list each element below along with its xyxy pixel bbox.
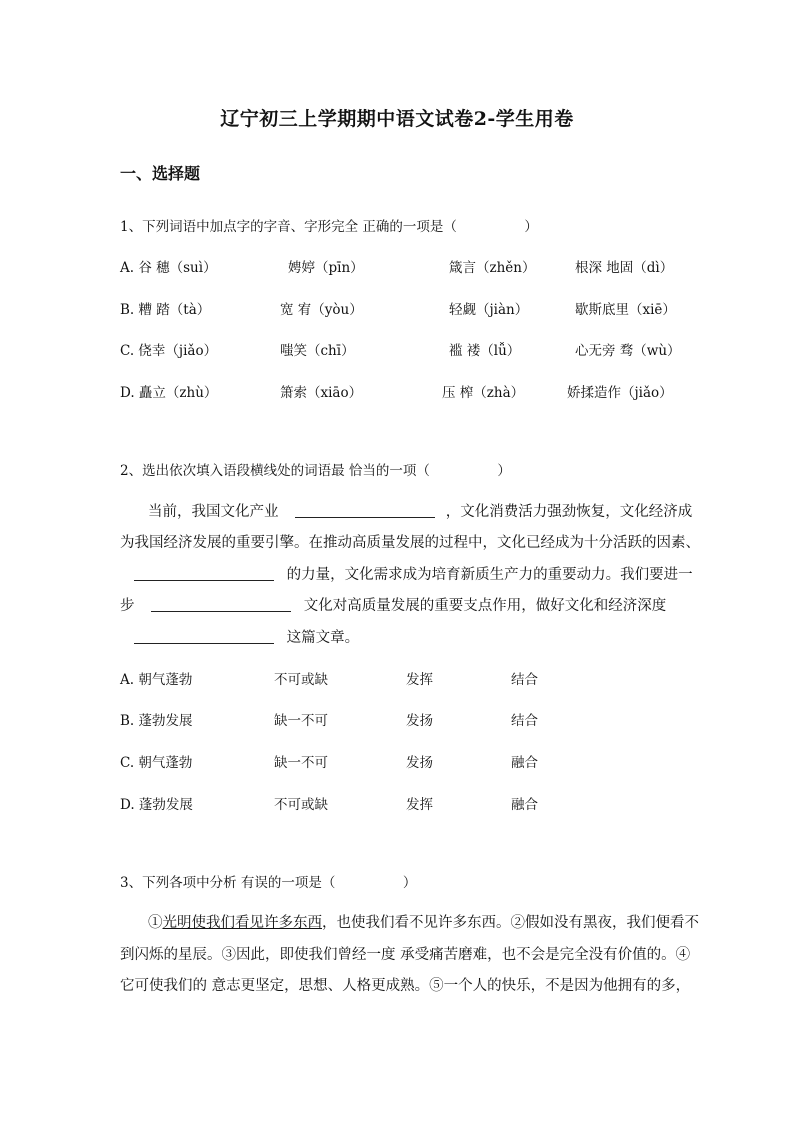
q2-passage-text: 当前，我国文化产业 bbox=[148, 504, 279, 520]
q2-option-a-word3: 发挥 bbox=[406, 672, 433, 688]
question-3-stem: 3、下列各项中分析 有误的一项是（ ） bbox=[120, 875, 417, 891]
q1-option-a-word3: 箴言（zhěn） bbox=[449, 260, 536, 276]
q2-option-a-word2: 不可或缺 bbox=[274, 672, 328, 688]
q2-option-d-word1: D. 蓬勃发展 bbox=[120, 797, 193, 813]
q1-option-a-word2: 娉婷（pīn） bbox=[288, 260, 364, 276]
q2-option-d-word2: 不可或缺 bbox=[274, 797, 328, 813]
q3-passage-text: ① bbox=[148, 915, 163, 931]
q2-option-a-word1: A. 朝气蓬勃 bbox=[120, 672, 193, 688]
q1-option-b-word1: B. 糟 踏（tà） bbox=[120, 302, 211, 318]
q2-passage-line-4 bbox=[120, 594, 666, 615]
page-title: 辽宁初三上学期期中语文试卷2-学生用卷 bbox=[220, 108, 574, 130]
q2-option-c-word2: 缺一不可 bbox=[274, 755, 328, 771]
q2-passage-line-3 bbox=[120, 563, 693, 584]
q2-passage-text: 文化对高质量发展的重要支点作用，做好文化和经济深度 bbox=[303, 598, 667, 614]
q1-option-d-word4: 娇揉造作（jiǎo） bbox=[567, 385, 673, 401]
q1-option-b-word3: 轻觑（jiàn） bbox=[449, 302, 529, 318]
question-2-stem: 2、选出依次填入语段横线处的词语最 恰当的一项（ ） bbox=[120, 463, 511, 479]
q1-option-d-word2: 箫索（xiāo） bbox=[280, 385, 363, 401]
q2-option-d-word3: 发挥 bbox=[406, 797, 433, 813]
q3-underlined-text: 光明使我们看见许多东西 bbox=[162, 915, 322, 931]
q1-option-b-word4: 歇斯底里（xiē） bbox=[575, 302, 676, 318]
fill-blank-4[interactable] bbox=[134, 629, 274, 644]
q3-passage-line-1 bbox=[148, 911, 699, 932]
q2-passage-line-2: 为我国经济发展的重要引擎。在推动高质量发展的过程中，文化已经成为十分活跃的因素、 bbox=[120, 535, 700, 551]
question-1-stem: 1、下列词语中加点字的字音、字形完全 正确的一项是（ ） bbox=[120, 219, 538, 235]
q2-passage-line-5 bbox=[120, 626, 359, 647]
q2-option-d-word4: 融合 bbox=[511, 797, 538, 813]
q3-passage-line-2: 到闪烁的星辰。③因此，即使我们曾经一度 承受痛苦磨难，也不会是完全没有价值的。④ bbox=[120, 947, 691, 963]
section-heading: 一、选择题 bbox=[120, 164, 201, 183]
fill-blank-1[interactable] bbox=[295, 503, 435, 518]
q1-option-b-word2: 宽 宥（yòu） bbox=[280, 302, 363, 318]
q2-option-b-word2: 缺一不可 bbox=[274, 713, 328, 729]
q1-option-d-word3: 压 榨（zhà） bbox=[442, 385, 525, 401]
q1-option-c-word4: 心无旁 骛（wù） bbox=[575, 343, 681, 359]
q2-option-b-word4: 结合 bbox=[511, 713, 538, 729]
q3-passage-line-3: 它可使我们的 意志更坚定，思想、人格更成熟。⑤一个人的快乐，不是因为他拥有的多， bbox=[120, 978, 691, 994]
q2-option-c-word3: 发扬 bbox=[406, 755, 433, 771]
q1-option-c-word3: 褴 褛（lǚ） bbox=[449, 343, 521, 359]
q1-option-c-word1: C. 侥幸（jiǎo） bbox=[120, 343, 218, 359]
q3-passage-text: ，也使我们看不见许多东西。②假如没有黑夜，我们便看不 bbox=[322, 915, 699, 931]
fill-blank-3[interactable] bbox=[151, 597, 291, 612]
q2-passage-text: 这篇文章。 bbox=[286, 630, 360, 646]
q2-option-b-word1: B. 蓬勃发展 bbox=[120, 713, 193, 729]
fill-blank-2[interactable] bbox=[134, 566, 274, 581]
q2-option-c-word1: C. 朝气蓬勃 bbox=[120, 755, 193, 771]
q2-passage-text: ，文化消费活力强劲恢复，文化经济成 bbox=[445, 504, 693, 520]
q2-passage-text: 步 bbox=[120, 598, 135, 614]
q2-option-a-word4: 结合 bbox=[511, 672, 538, 688]
q2-option-c-word4: 融合 bbox=[511, 755, 538, 771]
q1-option-c-word2: 嗤笑（chī） bbox=[280, 343, 355, 359]
q2-option-b-word3: 发扬 bbox=[406, 713, 433, 729]
q2-passage-line-1 bbox=[148, 500, 692, 521]
q1-option-a-word4: 根深 地固（dì） bbox=[575, 260, 674, 276]
q2-passage-text: 的力量，文化需求成为培育新质生产力的重要动力。我们要进一 bbox=[286, 567, 693, 583]
q1-option-a-word1: A. 谷 穗（suì） bbox=[120, 260, 217, 276]
q1-option-d-word1: D. 矗立（zhù） bbox=[120, 385, 218, 401]
